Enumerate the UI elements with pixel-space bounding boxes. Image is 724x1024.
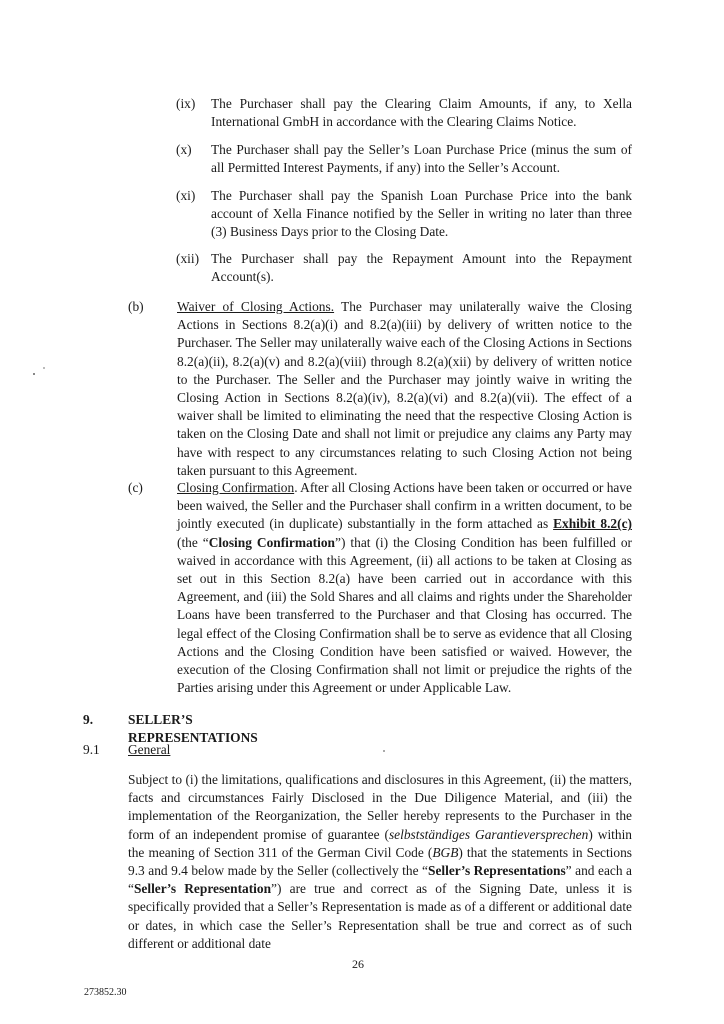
paragraph-title: Waiver of Closing Actions.	[177, 299, 335, 314]
paragraph-body: Subject to (i) the limitations, qualifications and disclosures in this Agreement, (ii) the matters, facts and circumstances Fairly Disclosed in the Due Diligence Material, and (iii) the implementation of the Reorganization, the Seller hereby represents to the Purchaser in the form of an independent promise of guarantee (	[128, 772, 632, 842]
page-number: 26	[352, 957, 364, 971]
paragraph-text	[177, 298, 632, 480]
paragraph-body: ” and each a “	[128, 863, 632, 897]
paragraph-body: . After all Closing Actions have been taken or occurred or have been waived, the Seller and the Purchaser shall confirm in a written document, to be jointly executed (in duplicate) substantially in the form attached as	[177, 480, 632, 532]
subitem-label: (ix)	[176, 96, 196, 111]
subitem-text: The Purchaser shall pay the Spanish Loan Purchase Price into the bank account of Xella Finance notified by the Seller in writing no later than three (3) Business Days prior to the Closing Date.	[211, 188, 632, 240]
subitem-label: (xii)	[176, 251, 200, 266]
paragraph-label: (c)	[128, 480, 143, 495]
paragraph-body: ) that the statements in Sections 9.3 and 9.4 below made by the Seller (collectively the “	[128, 844, 632, 879]
paragraph-body: ”) are true and correct as of the Signing Date, unless it is specifically provided that a Seller’s Representation is made as of a different or additional date or dates, in which case the Seller’s Representation shall be true and correct as of such different or additional date	[128, 881, 632, 951]
paragraph-body: The Purchaser may unilaterally waive the Closing Actions in Sections 8.2(a)(i) and 8.2(a)(iii) by delivery of written notice to the Purchaser. The Seller may unilaterally waive each of the Closing Actions in Sections 8.2(a)(ii), 8.2(a)(v) and 8.2(a)(viii) through 8.2(a)(xii) by delivery of written notice to the Purchaser. The Seller and the Purchaser may jointly waive in writing the Closing Action in Sections 8.2(a)(iv), 8.2(a)(vi) and 8.2(a)(vii). The effect of a waiver shall be limited to eliminating the need that the respective Closing Action is taken on the Closing Date and shall not limit or prejudice any claims any Party may have with respect to any circumstances relating to such Closing Action not being taken pursuant to this Agreement.	[177, 299, 632, 478]
german-term: selbstständiges Garantieversprechen	[388, 826, 589, 842]
paragraph-text	[177, 479, 632, 697]
paragraph-title: Closing Confirmation	[177, 480, 295, 495]
exhibit-reference: Exhibit 8.2(c)	[553, 516, 632, 532]
defined-term: Closing Confirmation	[208, 534, 336, 550]
subitem-text: The Purchaser shall pay the Clearing Claim Amounts, if any, to Xella International GmbH in accordance with the Clearing Claims Notice.	[211, 96, 632, 130]
defined-term: Seller’s Representation	[133, 881, 272, 897]
scan-speck	[383, 750, 385, 752]
document-id: 273852.30	[84, 987, 127, 998]
defined-term: Seller’s Representations	[428, 863, 566, 879]
subitem-label: (xi)	[176, 188, 196, 203]
paragraph-body: ”) that (i) the Closing Condition has been fulfilled or waived in accordance with this Agreement, (ii) all actions to be taken at Closing as set out in this Section 8.2(a) have been carried out in accordance with this Agreement, and (iii) the Sold Shares and all claims and rights under the Shareholder Loans have been transferred to the Purchaser and that Closing has occurred. The legal effect of the Closing Confirmation shall be to serve as evidence that all Closing Actions and the Closing Condition have been satisfied or waived. However, the execution of the Closing Confirmation shall not limit or prejudice the rights of the Parties arising under this Agreement or under Applicable Law.	[177, 534, 633, 696]
section-title: General	[128, 742, 171, 757]
paragraph-body: ) within the meaning of Section 311 of the German Civil Code (	[128, 826, 632, 860]
german-term: BGB	[432, 844, 459, 860]
paragraph-label: (b)	[128, 299, 144, 314]
paragraph-body: (the “	[177, 534, 209, 550]
scan-speck	[33, 373, 35, 375]
scan-speck	[43, 367, 45, 369]
subitem-text: The Purchaser shall pay the Repayment Amount into the Repayment Account(s).	[211, 251, 632, 285]
subitem-text: The Purchaser shall pay the Seller’s Loan Purchase Price (minus the sum of all Permitted Interest Payments, if any) into the Seller’s Account.	[211, 142, 632, 176]
paragraph-text	[128, 771, 632, 953]
section-number: 9.1	[83, 742, 100, 757]
section-title: SELLER’S REPRESENTATIONS	[128, 712, 258, 746]
section-number: 9.	[83, 712, 94, 727]
subitem-label: (x)	[176, 142, 192, 157]
